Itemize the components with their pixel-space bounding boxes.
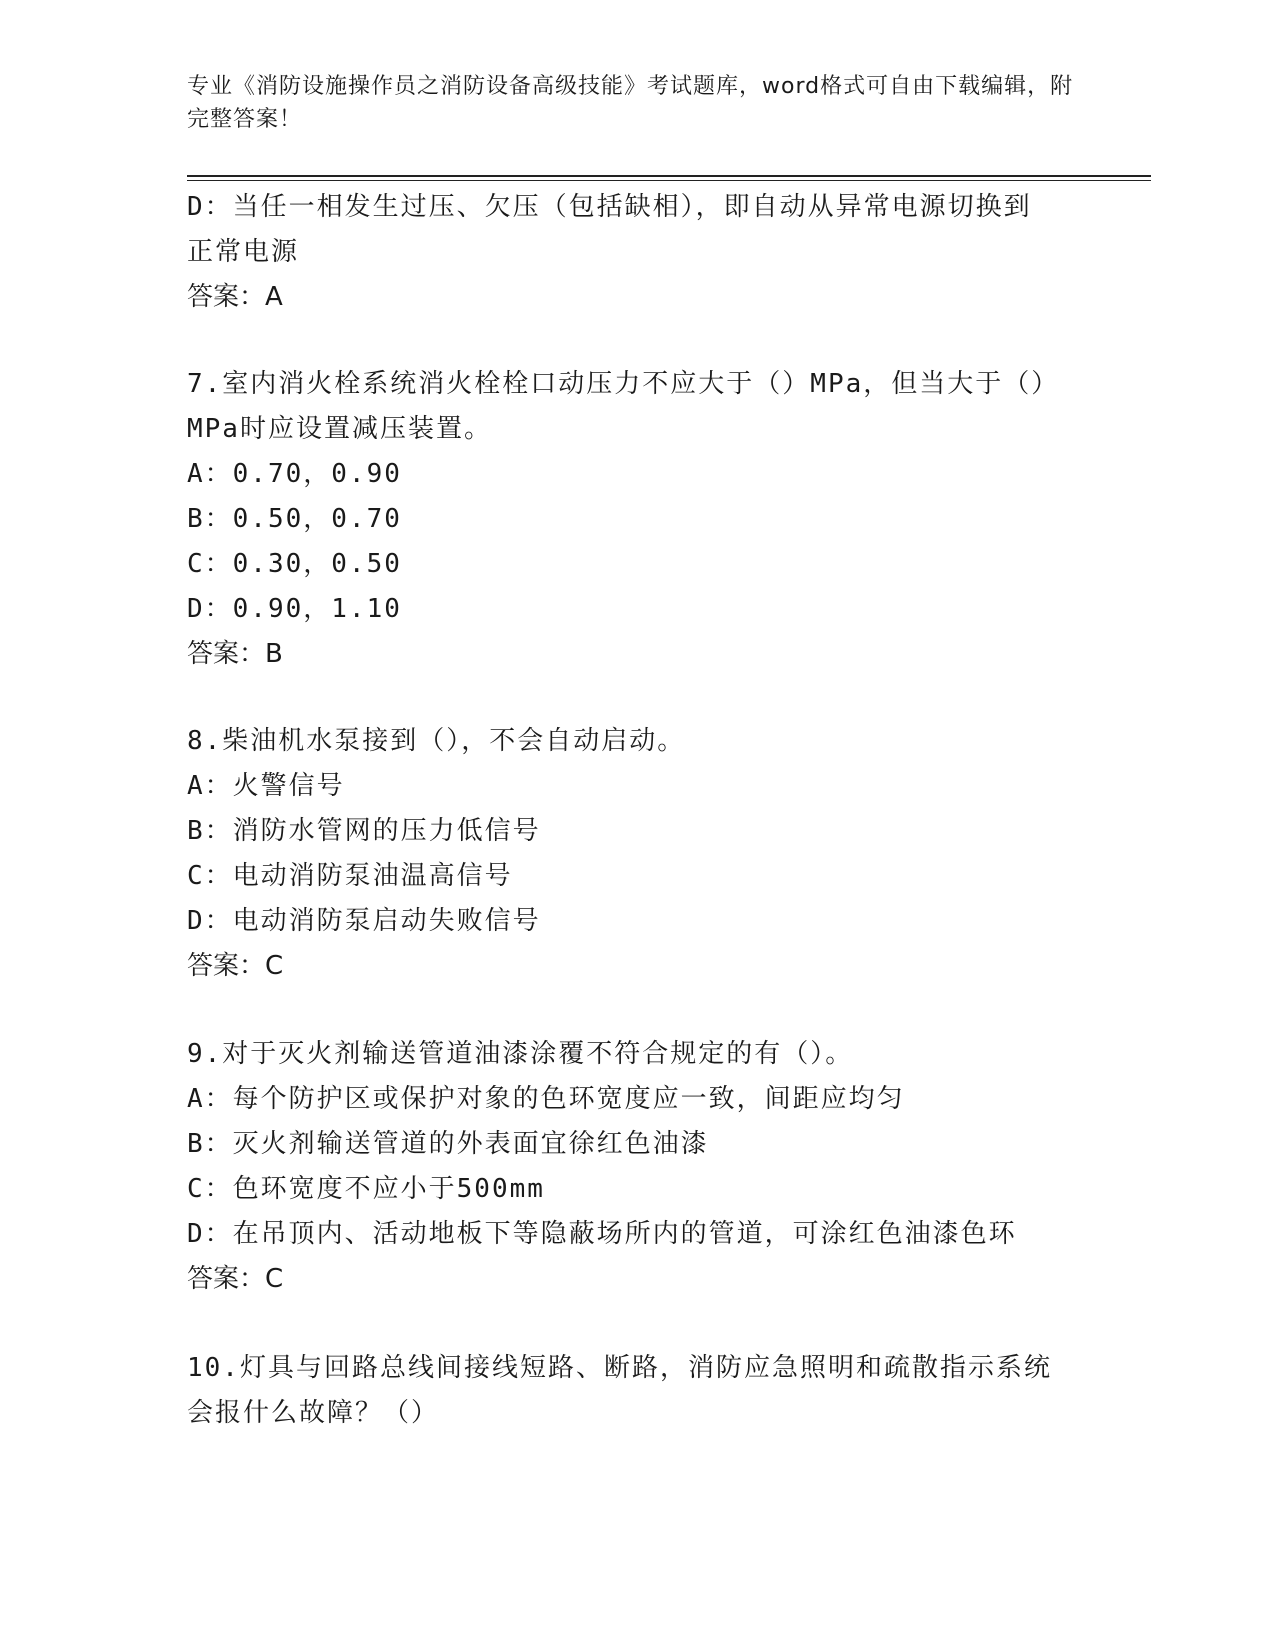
q7-option-c: C：0.30，0.50 [187, 549, 402, 579]
prev-option-d-line1: D：当任一相发生过压、欠压（包括缺相），即自动从异常电源切换到 [187, 192, 1032, 222]
q9-answer: 答案：C [187, 1264, 284, 1294]
q8-option-c: C：电动消防泵油温高信号 [187, 861, 513, 891]
q7-option-d: D：0.90，1.10 [187, 594, 402, 624]
q7-stem-line2: MPa时应设置减压装置。 [187, 414, 492, 444]
q8-option-d: D：电动消防泵启动失败信号 [187, 906, 541, 936]
q10-stem-line2: 会报什么故障？（） [187, 1398, 440, 1428]
document-header: 专业《消防设施操作员之消防设备高级技能》考试题库，word格式可自由下载编辑，附完整答案！ [187, 74, 1074, 132]
q8-option-a: A：火警信号 [187, 771, 345, 801]
q9-option-c: C：色环宽度不应小于500mm [187, 1174, 545, 1204]
q9-option-b: B：灭火剂输送管道的外表面宜徐红色油漆 [187, 1129, 709, 1159]
q10-stem-line1: 10.灯具与回路总线间接线短路、断路，消防应急照明和疏散指示系统 [187, 1353, 1052, 1383]
q8-answer: 答案：C [187, 951, 284, 981]
header-divider-thick [187, 175, 1151, 177]
prev-answer: 答案：A [187, 282, 283, 312]
q9-option-a: A：每个防护区或保护对象的色环宽度应一致，间距应均匀 [187, 1084, 905, 1114]
header-divider-thin [187, 180, 1151, 181]
q8-stem: 8.柴油机水泵接到（），不会自动启动。 [187, 726, 686, 756]
q7-stem-line1: 7.室内消火栓系统消火栓栓口动压力不应大于（）MPa，但当大于（） [187, 369, 1060, 399]
q7-option-b: B：0.50，0.70 [187, 504, 402, 534]
q8-option-b: B：消防水管网的压力低信号 [187, 816, 541, 846]
q9-option-d: D：在吊顶内、活动地板下等隐蔽场所内的管道，可涂红色油漆色环 [187, 1219, 1017, 1249]
q9-stem: 9.对于灭火剂输送管道油漆涂覆不符合规定的有（）。 [187, 1039, 854, 1069]
q7-answer: 答案：B [187, 639, 283, 669]
prev-option-d-line2: 正常电源 [187, 237, 300, 267]
q7-option-a: A：0.70，0.90 [187, 459, 402, 489]
